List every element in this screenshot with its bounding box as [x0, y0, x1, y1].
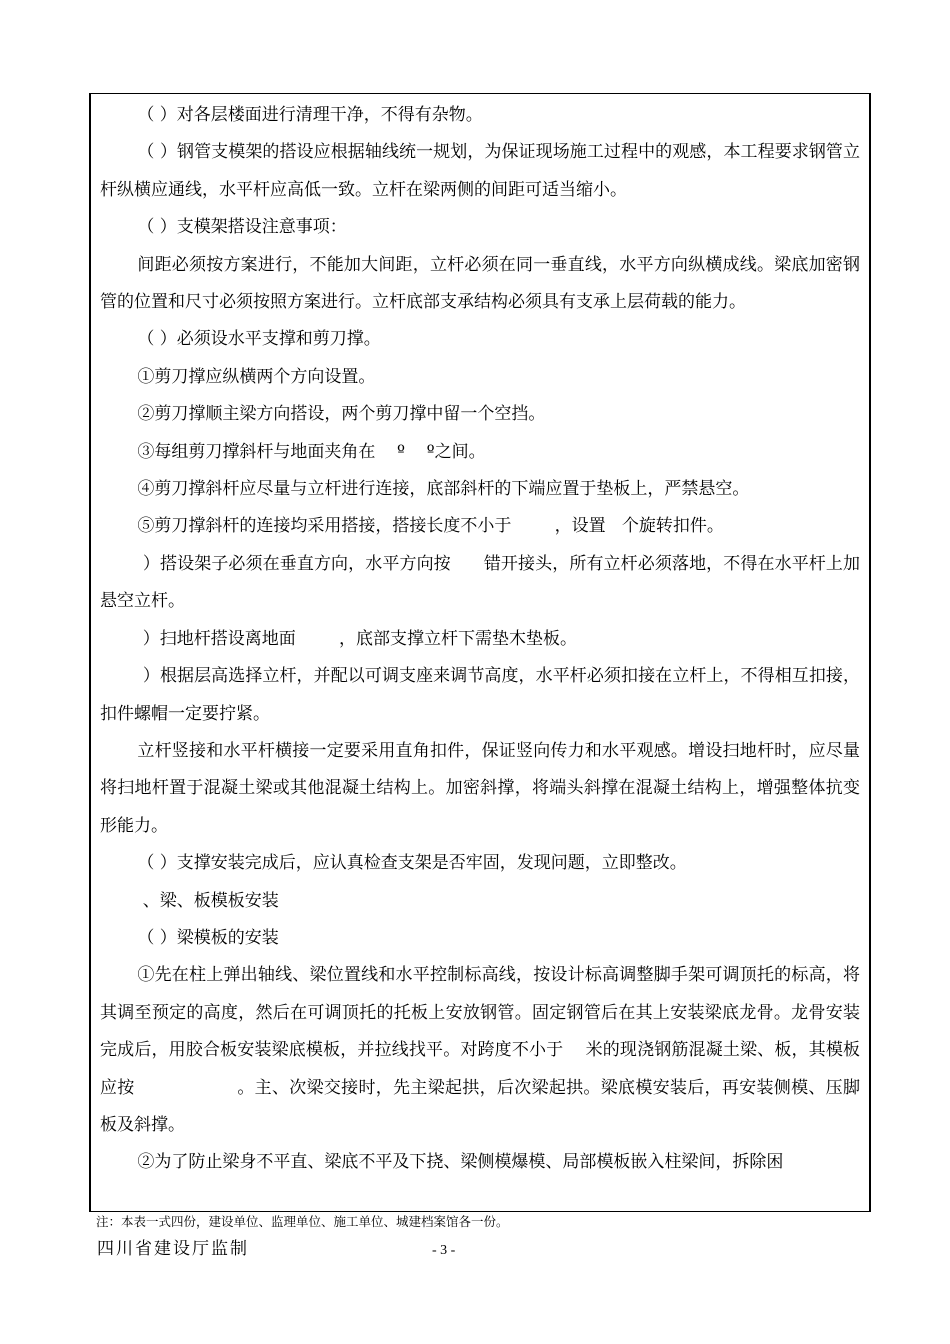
paragraph: （ ）支模架搭设注意事项：	[137, 217, 347, 238]
paragraph: （ ）钢管支模架的搭设应根据轴线统一规划，为保证现场施工过程中的观感，本工程要求钢管立杆纵横应通线，水平杆应高低一致。立杆在梁两侧的间距可适当缩小。	[100, 142, 860, 200]
paragraph: ）搭设架子必须在垂直方向，水平方向按 错开接头，所有立杆必须落地，不得在水平杆上加悬空立杆。	[100, 553, 861, 612]
page-number: - 3 -	[432, 1243, 456, 1258]
paragraph: ②为了防止梁身不平直、梁底不平及下挠、梁侧模爆模、局部模板嵌入柱梁间，拆除困	[137, 1152, 784, 1173]
paragraph: ①剪刀撑应纵横两个方向设置。	[137, 366, 376, 387]
paragraph: ③每组剪刀撑斜杆与地面夹角在 º º之间。	[137, 441, 486, 462]
paragraph: （ ）梁模板的安装	[137, 927, 279, 948]
paragraph: ②剪刀撑顺主梁方向搭设，两个剪刀撑中留一个空挡。	[137, 404, 546, 425]
paragraph: ⑤剪刀撑斜杆的连接均采用搭接，搭接长度不小于 ，设置 个旋转扣件。	[137, 516, 724, 537]
paragraph: 立杆竖接和水平杆横接一定要采用直角扣件，保证竖向传力和水平观感。增设扫地杆时，应尽量将扫地杆置于混凝土梁或其他混凝土结构上。加密斜撑，将端头斜撑在混凝土结构上，增强整体抗变形能力。	[100, 740, 860, 836]
paragraph: ④剪刀撑斜杆应尽量与立杆进行连接，底部斜杆的下端应置于垫板上，严禁悬空。	[137, 479, 750, 500]
footer-organization: 四川省建设厅监制	[97, 1239, 249, 1259]
paragraph: ①先在柱上弹出轴线、梁位置线和水平控制标高线，按设计标高调整脚手架可调顶托的标高，将其调至预定的高度，然后在可调顶托的托板上安放钢管。固定钢管后在其上安装梁底龙骨。龙骨安装完成后，用胶合板安装梁底模板，并拉线找平。对跨度不小于 米的现浇钢筋混凝土梁、板，其模板应按 。主、次梁交接时，先主梁起拱，后次梁起拱。梁底模安装后，再安装侧模、压脚板及斜撑。	[100, 965, 860, 1135]
paragraph: （ ）对各层楼面进行清理干净，不得有杂物。	[137, 105, 483, 125]
paragraph: 间距必须按方案进行，不能加大间距，立杆必须在同一垂直线，水平方向纵横成线。梁底加密钢管的位置和尺寸必须按照方案进行。立杆底部支承结构必须具有支承上层荷载的能力。	[100, 254, 860, 313]
paragraph: （ ）支撑安装完成后，应认真检查支架是否牢固，发现问题，立即整改。	[137, 853, 687, 874]
paragraph: ）扫地杆搭设离地面 ，底部支撑立杆下需垫木垫板。	[137, 628, 578, 649]
paragraph: ）根据层高选择立杆，并配以可调支座来调节高度，水平杆必须扣接在立杆上，不得相互扣接，扣件螺帽一定要拧紧。	[100, 666, 860, 724]
document-body	[100, 97, 860, 1182]
footer-note: 注：本表一式四份，建设单位、监理单位、施工单位、城建档案馆各一份。	[96, 1214, 509, 1229]
paragraph: （ ）必须设水平支撑和剪刀撑。	[137, 329, 381, 350]
paragraph: 、梁、板模板安装	[137, 890, 279, 911]
